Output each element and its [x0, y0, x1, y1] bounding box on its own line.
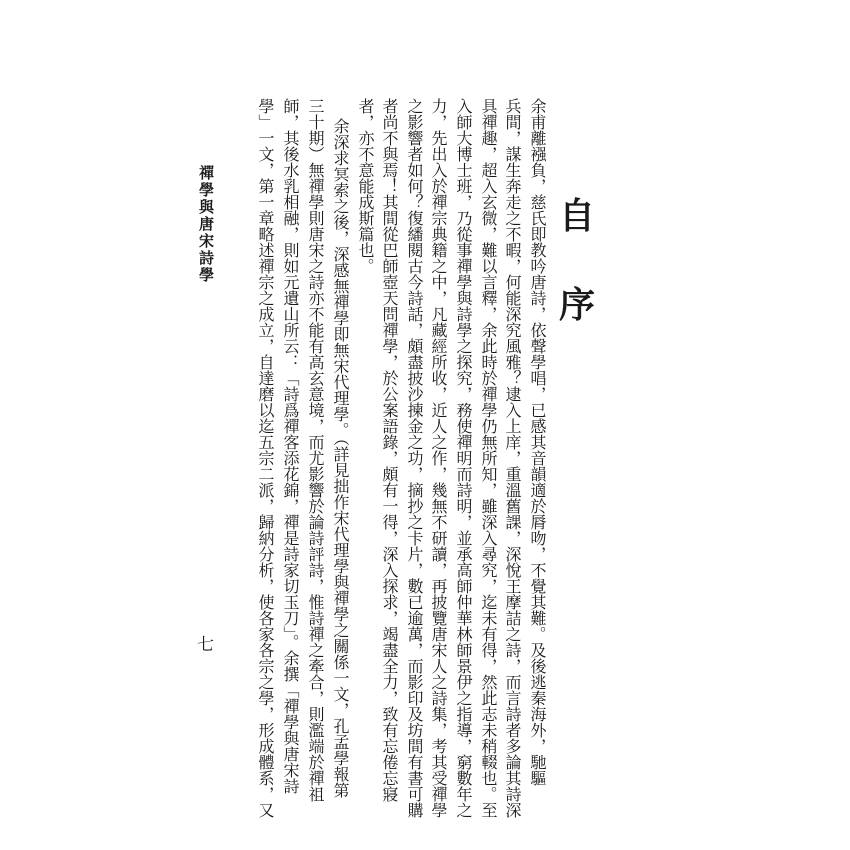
text-column-11: 師，其後水乳相融，則如元遺山所云：「詩爲禪客添花錦，禪是詩家切玉刀」。余撰「禪學與唐宋詩 [281, 98, 300, 794]
title-char-2: 序 [558, 284, 595, 326]
text-column-7: 者尚不與焉！其間從巴師壺天問禪學，於公案語錄，頗有一得，深入探求，竭盡全力，致有忘倦忘寢 [380, 98, 399, 802]
page-number: 七 [197, 635, 214, 655]
text-column-12: 學」一文，第一章略述禪宗之成立，自達磨以迄五宗二派，歸納分析，使各家各宗之學，形成體系，又 [256, 98, 275, 818]
text-column-9: 余深求冥索之後，深感無禪學即無宋代理學。（詳見拙作宋代理學與禪學之關係一文，孔孟學報第 [331, 118, 350, 798]
text-column-1: 余甫離襁負，慈氏即教吟唐詩，依聲學唱，已感其音韻適於脣吻，不覺其難。及後逃秦海外，馳驅 [528, 98, 547, 786]
text-column-3: 具禪趣，超入玄微，難以言釋，余此時於禪學仍無所知，雖深入尋究，迄未有得，然此志未稍輟也。至 [479, 98, 498, 818]
text-column-8: 者，亦不意能成斯篇也。 [356, 98, 375, 274]
text-column-4: 入師大博士班，乃從事禪學與詩學之探究，務使禪明而詩明，並承高師仲華林師景伊之指導，窮數年之 [454, 98, 473, 818]
text-column-6: 之影響者如何？復繙閱古今詩話，頗盡披沙揀金之功，摘抄之卡片，數已逾萬，而影印及坊間有書可購 [405, 98, 424, 818]
title-char-1: 自 [558, 195, 595, 237]
running-head: 禪學與唐宋詩學 [197, 165, 215, 284]
text-column-10: 三十期）無禪學則唐宋之詩亦不能有高玄意境，而尤影響於論詩評詩，惟詩禪之牽合，則濫端於禪祖 [306, 98, 325, 802]
text-column-5: 力，先出入於禪宗典籍之中，凡藏經所收，近人之作，幾無不研讀，再披覽唐宋人之詩集，考其受禪學 [429, 98, 448, 818]
text-column-2: 兵間，謀生奔走之不暇，何能深究風雅？逮入上庠，重溫舊課，深悅王摩詰之詩，而言詩者多論其詩深 [503, 98, 522, 818]
